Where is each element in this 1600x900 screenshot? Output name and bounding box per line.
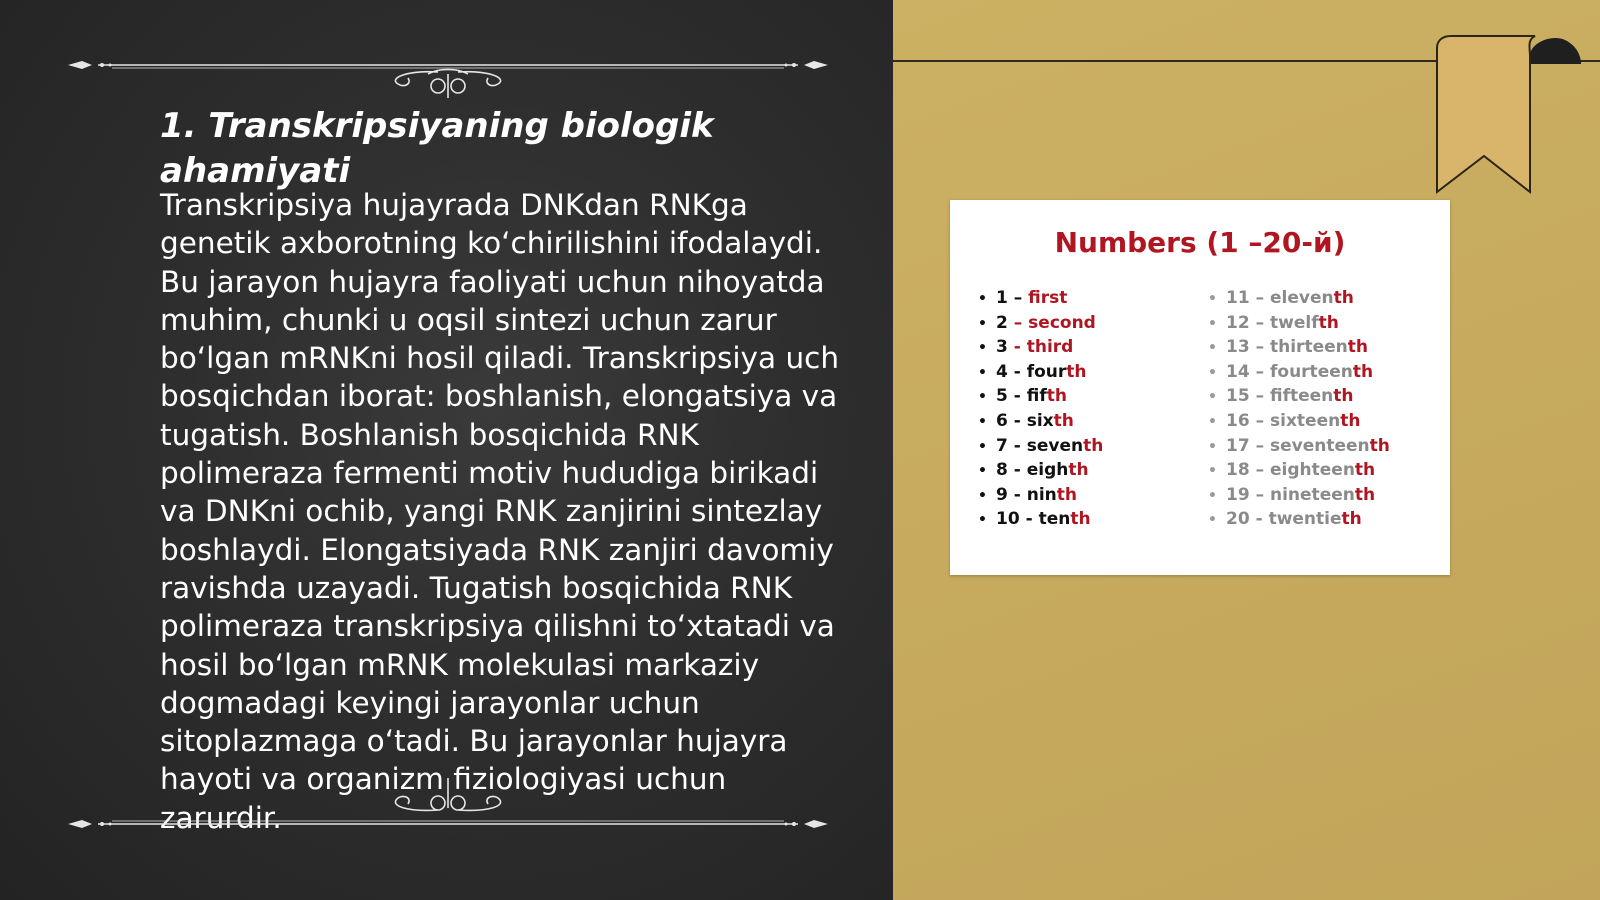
bullet-icon: • <box>978 364 987 381</box>
ordinal-number: 14 – <box>1226 361 1270 382</box>
ordinal-suffix: – second <box>1013 312 1096 333</box>
ordinal-suffix: th <box>1070 509 1091 530</box>
ordinal-suffix: th <box>1341 509 1362 530</box>
ordinal-suffix: - third <box>1013 337 1074 358</box>
ordinal-item-9 <box>978 483 1103 508</box>
ordinal-number: 4 - <box>996 361 1027 382</box>
ordinal-suffix: th <box>1068 460 1089 481</box>
ordinal-item-10 <box>978 507 1103 532</box>
bullet-icon: • <box>1208 389 1217 406</box>
slide-title: 1. Transkripsiyaning biologik ahamiyati <box>160 106 714 191</box>
ordinal-item-5 <box>978 384 1103 409</box>
bullet-icon: • <box>978 389 987 406</box>
ordinal-number: 8 - <box>996 460 1027 481</box>
ordinal-suffix: th <box>1354 460 1376 481</box>
ordinal-word: seventeen <box>1270 435 1370 456</box>
ordinal-number: 5 - <box>996 386 1027 407</box>
bullet-icon: • <box>1208 463 1217 480</box>
bullet-icon: • <box>978 291 987 307</box>
ordinal-number: 3 <box>996 337 1014 358</box>
ordinal-suffix: th <box>1066 361 1087 382</box>
ordinal-number: 10 - <box>996 509 1039 530</box>
ordinal-word: four <box>1026 361 1067 382</box>
ordinal-word: seven <box>1026 435 1084 456</box>
numbers-card <box>950 200 1450 575</box>
ordinal-suffix: first <box>1028 288 1068 308</box>
ordinal-suffix: th <box>1340 410 1361 431</box>
bullet-icon: • <box>1208 340 1217 357</box>
bookmark-ribbon-icon <box>1435 34 1585 199</box>
ordinal-number: 19 – <box>1226 484 1270 505</box>
bullet-icon: • <box>1208 413 1217 430</box>
bullet-icon: • <box>1208 512 1217 529</box>
bullet-icon: • <box>978 487 987 504</box>
ordinal-number: 2 <box>996 312 1014 333</box>
ordinal-item-7 <box>978 434 1103 459</box>
ordinal-word: eighteen <box>1270 460 1355 481</box>
ordinal-item-3 <box>978 335 1103 360</box>
bullet-icon: • <box>978 463 987 480</box>
ordinal-word: fif <box>1026 386 1047 407</box>
ordinal-list-1-10 <box>978 286 1103 532</box>
ordinal-item-20 <box>1208 507 1390 532</box>
ordinal-item-16 <box>1208 409 1390 434</box>
bullet-icon: • <box>978 512 987 529</box>
ordinal-item-13 <box>1208 335 1390 360</box>
ordinal-suffix: th <box>1318 312 1339 333</box>
ordinal-number: 1 – <box>996 288 1029 308</box>
ordinal-word: fourteen <box>1270 361 1353 382</box>
bullet-icon: • <box>1208 487 1217 504</box>
ordinal-word: ten <box>1038 509 1071 530</box>
bullet-icon: • <box>978 340 987 357</box>
ordinal-suffix: th <box>1354 484 1376 505</box>
ordinal-item-12 <box>1208 311 1390 336</box>
numbers-card-title: Numbers (1 –20-й) <box>1054 226 1346 259</box>
ordinal-item-15 <box>1208 384 1390 409</box>
ordinal-suffix: th <box>1056 484 1078 505</box>
bullet-icon: • <box>978 413 987 430</box>
ordinal-list-11-20 <box>1208 286 1390 532</box>
ordinal-word: twelf <box>1270 312 1319 333</box>
ordinal-suffix: th <box>1352 361 1374 382</box>
bullet-icon: • <box>1208 291 1217 307</box>
ordinal-number: 13 – <box>1226 337 1270 358</box>
ordinal-word: eleven <box>1270 288 1334 308</box>
bullet-icon: • <box>978 438 987 455</box>
ordinal-suffix: th <box>1333 386 1354 407</box>
ordinal-word: fifteen <box>1270 386 1334 407</box>
ordinal-word: nin <box>1026 484 1057 505</box>
ornament-bottom-icon <box>68 778 828 828</box>
ordinal-number: 15 – <box>1226 386 1270 407</box>
bullet-icon: • <box>1208 438 1217 455</box>
ordinal-item-8 <box>978 458 1103 483</box>
ordinal-suffix: th <box>1083 435 1104 456</box>
ordinal-number: 7 - <box>996 435 1027 456</box>
bullet-icon: • <box>1208 364 1217 381</box>
ordinal-suffix: th <box>1046 386 1067 407</box>
ordinal-word: thirteen <box>1270 337 1348 358</box>
ordinal-number: 16 – <box>1226 410 1270 431</box>
ordinal-number: 17 – <box>1226 435 1270 456</box>
ordinal-item-17 <box>1208 434 1390 459</box>
ordinal-word: nineteen <box>1270 484 1355 505</box>
ordinal-suffix: th <box>1369 435 1390 456</box>
ordinal-item-14 <box>1208 360 1390 385</box>
bullet-icon: • <box>1208 315 1217 332</box>
ordinal-number: 6 - <box>996 410 1027 431</box>
slide-body-text: Transkripsiya hujayrada DNKdan RNKga genetik axborotning ko‘chirilishini ifodalaydi. Bu jarayon hujayra faoliyati uchun nihoyatda muhim, chunki u oqsil sintezi uchun zarur bo‘lgan mRNKni hosil qiladi. Transkripsiya uch bosqichdan iborat: boshlanish, elongatsiya va tugatish. Boshlanish bosqichida RNK polimeraza fermenti motiv hududiga birikadi va DNKni ochib, yangi RNK zanjirini sintezlay boshlaydi. Elongatsiyada RNK zanjiri davomiy ravishda uzayadi. Tugatish bosqichida RNK polimeraza transkripsiya qilishni to‘xtatadi va hosil bo‘lgan mRNK molekulasi markaziy dogmadagi keyingi jarayonlar uchun sitoplazmaga o‘tadi. Bu jarayonlar hujayra hayoti va organizm fiziologiyasi uchun zarurdir. <box>160 188 840 835</box>
ordinal-word: eigh <box>1026 460 1069 481</box>
ordinal-item-11 <box>1208 286 1390 311</box>
ordinal-suffix: th <box>1053 410 1074 431</box>
ordinal-word: six <box>1026 410 1054 431</box>
ordinal-number: 9 - <box>996 484 1027 505</box>
ordinal-number: 18 – <box>1226 460 1270 481</box>
bullet-icon: • <box>978 315 987 332</box>
ordinal-word: sixteen <box>1270 410 1341 431</box>
ordinal-item-6 <box>978 409 1103 434</box>
ordinal-word: twentie <box>1268 509 1342 530</box>
ordinal-item-2 <box>978 311 1103 336</box>
ordinal-number: 12 – <box>1226 312 1270 333</box>
ordinal-item-4 <box>978 360 1103 385</box>
ordinal-number: 11 – <box>1226 288 1270 308</box>
ordinal-item-18 <box>1208 458 1390 483</box>
ordinal-item-19 <box>1208 483 1390 508</box>
ordinal-number: 20 - <box>1226 509 1269 530</box>
ordinal-suffix: th <box>1347 337 1368 358</box>
ordinal-suffix: th <box>1333 288 1354 308</box>
ordinal-item-1 <box>978 286 1103 311</box>
ornament-top-icon <box>68 48 828 98</box>
